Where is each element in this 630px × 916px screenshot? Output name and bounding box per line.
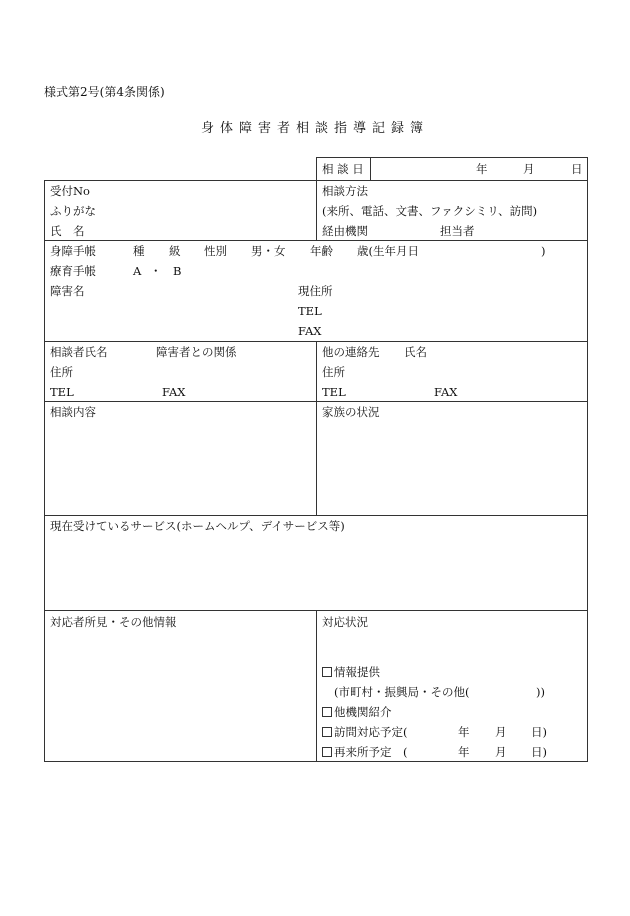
other-contact-address-label: 住所 xyxy=(322,365,345,379)
info-provision-detail: (市町村・振興局・その他( xyxy=(334,685,470,699)
column-divider xyxy=(316,610,317,762)
checkbox-icon xyxy=(322,667,332,677)
info-provision-close: )) xyxy=(536,685,545,699)
consult-method-label: 相談方法 xyxy=(322,184,368,198)
checkbox-icon xyxy=(322,747,332,757)
consult-date-month: 月 xyxy=(523,162,535,176)
referral-option xyxy=(322,705,392,719)
birthdate-close: ) xyxy=(541,244,546,258)
revisit-plan-month: 月 xyxy=(495,745,507,759)
column-divider xyxy=(316,341,317,515)
tel-label: TEL xyxy=(298,304,322,318)
visit-plan-month: 月 xyxy=(495,725,507,739)
referral-label: 他機関紹介 xyxy=(334,705,392,719)
gender-label: 性別 xyxy=(204,244,227,258)
rehab-dot: ・ xyxy=(150,264,162,278)
divider xyxy=(370,157,371,181)
rehab-handbook-label: 療育手帳 xyxy=(50,264,96,278)
consult-date-day: 日 xyxy=(571,162,583,176)
relation-label: 障害者との関係 xyxy=(156,345,237,359)
staff-label: 担当者 xyxy=(440,224,475,238)
visit-plan-day: 日) xyxy=(531,725,547,739)
visit-plan-option xyxy=(322,725,408,739)
column-divider xyxy=(316,180,317,240)
consultant-tel-label: TEL xyxy=(50,385,74,399)
checkbox-icon xyxy=(322,727,332,737)
disability-name-label: 障害名 xyxy=(50,284,85,298)
form-number: 様式第2号(第4条関係) xyxy=(44,85,165,99)
info-provision-label: 情報提供 xyxy=(334,665,380,679)
consultant-address-label: 住所 xyxy=(50,365,73,379)
furigana-label: ふりがな xyxy=(50,204,96,218)
consult-date-label: 相 談 日 xyxy=(322,162,364,176)
age-unit-label: 歳(生年月日 xyxy=(357,244,419,258)
other-contact-tel-label: TEL xyxy=(322,385,346,399)
age-label: 年齢 xyxy=(310,244,333,258)
revisit-plan-label: 再来所予定 ( xyxy=(334,745,408,759)
checkbox-icon xyxy=(322,707,332,717)
name-label: 氏 名 xyxy=(50,224,85,238)
other-contact-label: 他の連絡先 xyxy=(322,345,380,359)
rehab-grade-b: B xyxy=(173,264,182,278)
current-address-label: 現住所 xyxy=(298,284,333,298)
revisit-plan-year: 年 xyxy=(458,745,470,759)
other-contact-fax-label: FAX xyxy=(434,385,458,399)
type-label: 種 xyxy=(133,244,145,258)
visit-plan-year: 年 xyxy=(458,725,470,739)
grade-label: 級 xyxy=(169,244,181,258)
gender-options: 男・女 xyxy=(251,244,286,258)
consultant-fax-label: FAX xyxy=(162,385,186,399)
response-status-label: 対応状況 xyxy=(322,615,368,629)
info-provision-option xyxy=(322,665,380,679)
consult-method-options: (来所、電話、文書、ファクシミリ、訪問) xyxy=(322,204,538,218)
family-status-label: 家族の状況 xyxy=(322,405,380,419)
via-org-label: 経由機関 xyxy=(322,224,368,238)
revisit-plan-day: 日) xyxy=(531,745,547,759)
current-services-label: 現在受けているサービス(ホームヘルプ、デイサービス等) xyxy=(50,519,345,533)
consult-content-label: 相談内容 xyxy=(50,405,96,419)
consult-date-year: 年 xyxy=(476,162,488,176)
reception-no-label: 受付No xyxy=(50,184,90,198)
rehab-grade-a: A xyxy=(133,264,142,278)
form-title: 身体障害者相談指導記録簿 xyxy=(200,121,429,136)
section-divider xyxy=(44,515,588,516)
consultant-name-label: 相談者氏名 xyxy=(50,345,108,359)
fax-label: FAX xyxy=(298,324,322,338)
visit-plan-label: 訪問対応予定( xyxy=(334,725,408,739)
disability-handbook-label: 身障手帳 xyxy=(50,244,96,258)
section-divider xyxy=(44,240,588,241)
responder-opinion-label: 対応者所見・その他情報 xyxy=(50,615,177,629)
revisit-plan-option xyxy=(322,745,408,759)
other-contact-name-label: 氏名 xyxy=(404,345,427,359)
